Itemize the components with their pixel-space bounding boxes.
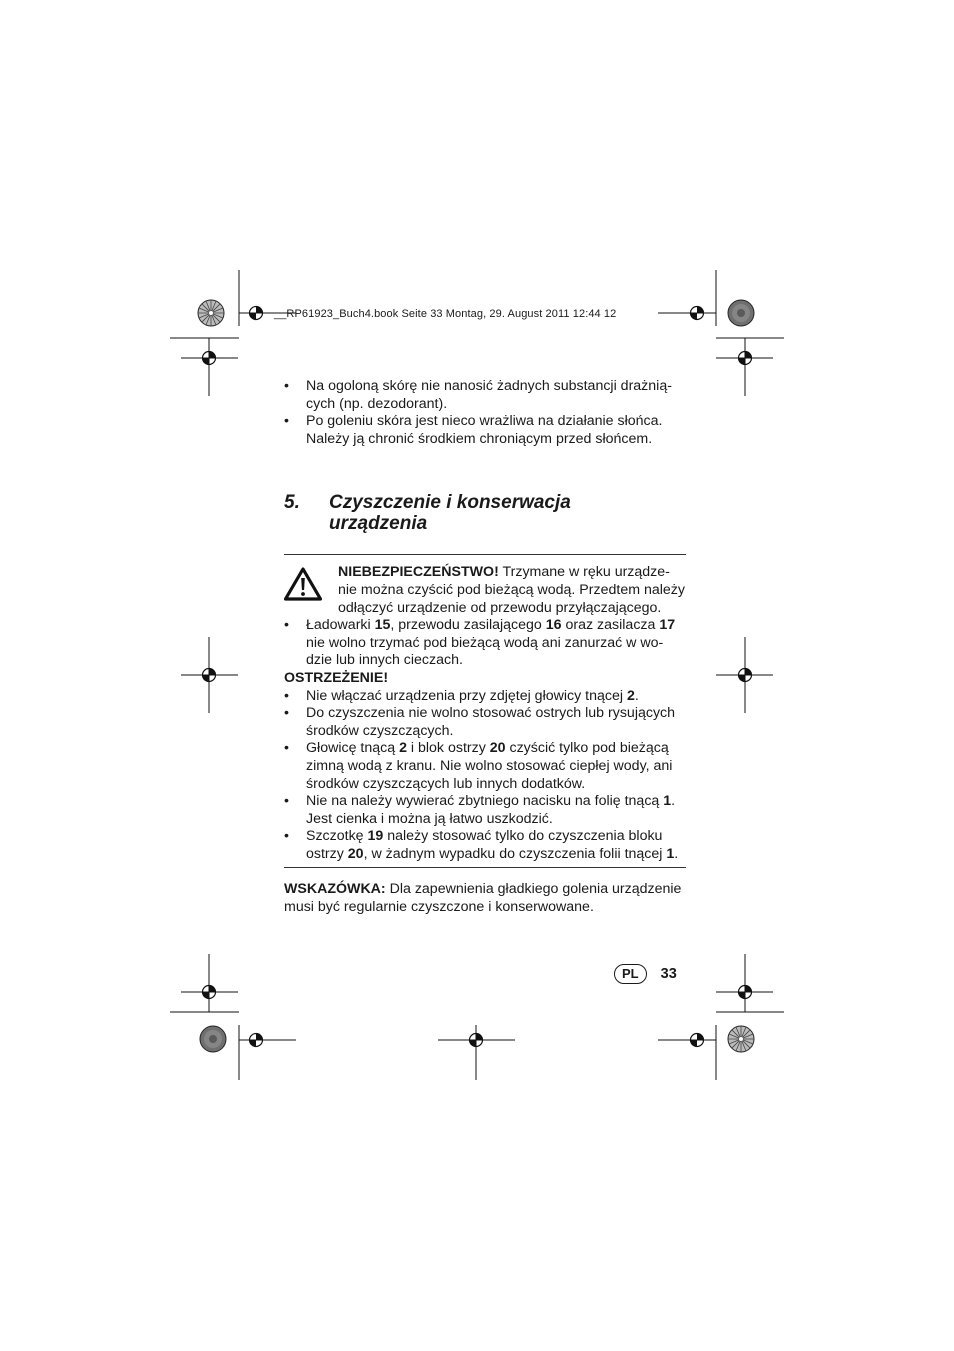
- part-number: 15: [374, 617, 391, 634]
- list-item-text: Po goleniu skóra jest nieco wrażliwa na działanie słońca. Należy ją chronić środkiem chroniącym przed słońcem.: [306, 413, 663, 447]
- list-item-text: Na ogoloną skórę nie nanosić żadnych substancji drażnią- cych (np. dezodorant).: [306, 378, 672, 412]
- text-run: należy stosować tylko do czyszczenia bloku ostrzy: [306, 828, 663, 862]
- list-item-text: [306, 688, 639, 704]
- bullet-point: •: [284, 617, 289, 634]
- text-run: Głowicę tnącą: [306, 740, 400, 757]
- bullet-point: •: [284, 828, 289, 845]
- divider: [284, 554, 686, 555]
- list-item: [284, 705, 686, 740]
- text-run: .: [634, 687, 639, 704]
- danger-text: Trzymane w ręku urządze- nie można czyścić pod bieżącą wodą. Przedtem należy odłączyć urządzenie od przewodu przyłączającego.: [338, 564, 685, 616]
- bullet-point: •: [284, 378, 289, 394]
- warning-label: OSTRZEŻENIE!: [284, 669, 389, 686]
- section-title: Czyszczenie i konserwacja urządzenia: [329, 492, 571, 535]
- warning-triangle-icon: [284, 567, 322, 601]
- bullet-point: •: [284, 793, 289, 810]
- text-run: Szczotkę: [306, 828, 368, 845]
- page-number: 33: [660, 966, 677, 982]
- text-run: oraz zasilacza: [561, 617, 660, 634]
- bullet-point: •: [284, 705, 289, 722]
- list-item: [284, 740, 686, 793]
- list-item: [284, 688, 686, 706]
- page-content: [284, 378, 686, 917]
- text-run: i blok ostrzy: [406, 740, 490, 757]
- text-run: , przewodu zasilającego: [390, 617, 546, 634]
- list-item: [284, 378, 686, 413]
- list-item-text: [306, 828, 678, 862]
- part-number: 16: [545, 617, 562, 634]
- list-item: [284, 617, 686, 670]
- section-number: 5.: [284, 492, 300, 514]
- danger-label: NIEBEZPIECZEŃSTWO!: [338, 564, 499, 581]
- hint-note: [284, 881, 686, 916]
- bullet-point: •: [284, 687, 289, 704]
- part-number: 20: [347, 845, 364, 862]
- text-run: Ładowarki: [306, 617, 375, 634]
- part-number: 2: [399, 740, 407, 757]
- text-run: Nie włączać urządzenia przy zdjętej głowicy tnącej: [306, 687, 627, 704]
- part-number: 19: [367, 828, 384, 845]
- part-number: 2: [626, 687, 635, 704]
- text-run: , w żadnym wypadku do czyszczenia folii tnącej: [363, 845, 667, 862]
- list-item: [284, 413, 686, 448]
- list-item-text: Do czyszczenia nie wolno stosować ostrych lub rysujących środków czyszczących.: [306, 705, 676, 739]
- language-badge: PL: [614, 964, 647, 984]
- section-heading: [284, 492, 686, 534]
- text-run: nie wolno trzymać pod bieżącą wodą ani zanurzać w wo- dzie lub innych cieczach.: [306, 634, 664, 669]
- page-footer: [614, 964, 677, 984]
- hint-label: WSKAZÓWKA:: [284, 881, 386, 898]
- hint-text: Dla zapewnienia gładkiego golenia urządzenie musi być regularnie czyszczone i konserwowane.: [284, 881, 682, 916]
- part-number: 20: [489, 740, 506, 757]
- list-item: [284, 828, 686, 863]
- list-item: [284, 793, 686, 828]
- print-header: __RP61923_Buch4.book Seite 33 Montag, 29. August 2011 12:44 12: [274, 308, 617, 320]
- text-run: .: [674, 845, 679, 862]
- list-item-text: [306, 793, 675, 827]
- text-run: Nie na należy wywierać zbytniego nacisku na folię tnącą: [306, 793, 664, 810]
- text-run: czyścić tylko pod bieżącą zimną wodą z kranu. Nie wolno stosować ciepłej wody, ani środków czyszczących lub innych dodatków.: [306, 740, 673, 792]
- divider: [284, 867, 686, 868]
- list-item-text: [306, 740, 672, 791]
- bullet-point: •: [284, 740, 289, 757]
- danger-notice: [284, 564, 686, 617]
- list-item-text: [306, 617, 675, 668]
- part-number: 1: [663, 793, 672, 810]
- part-number: 17: [659, 617, 676, 634]
- bullet-point: •: [284, 413, 289, 430]
- text-run: . Jest cienka i można ją łatwo uszkodzić.: [306, 793, 676, 827]
- part-number: 1: [666, 845, 675, 862]
